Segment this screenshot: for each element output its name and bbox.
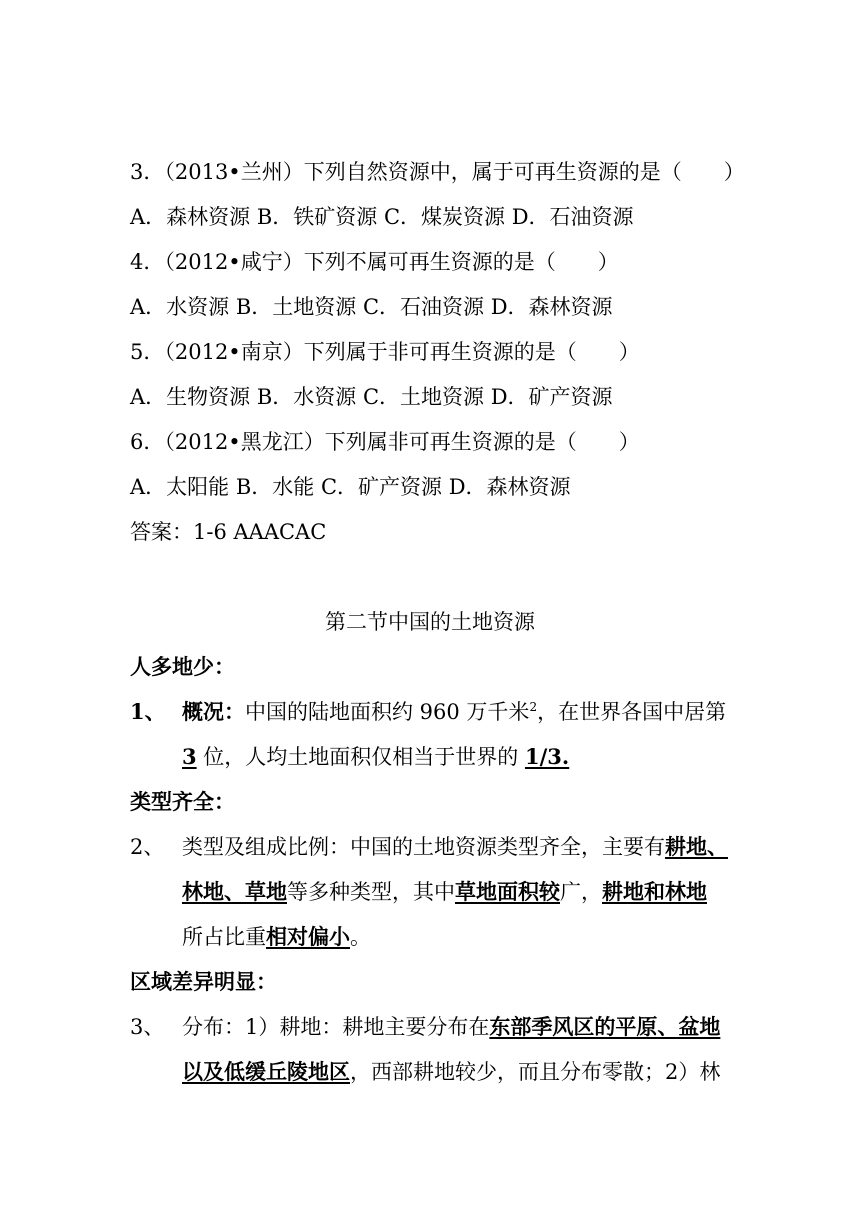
item-1-line-1 (182, 697, 734, 727)
item-2-line-3 (182, 922, 734, 952)
item-2-number: 2、 (130, 835, 165, 859)
item-1-ratio: 1/3. (524, 744, 570, 769)
question-6: 6．（2012•黑龙江）下列属非可再生资源的是（ ） (130, 430, 640, 454)
question-3: 3．（2013•兰州）下列自然资源中，属于可再生资源的是（ ） (130, 160, 745, 184)
question-3-options: A．森林资源 B．铁矿资源 C．煤炭资源 D．石油资源 (130, 205, 634, 229)
item-1-number: 1、 (130, 699, 166, 724)
item-3-line-2 (182, 1057, 734, 1087)
question-4-options: A．水资源 B．土地资源 C．石油资源 D．森林资源 (130, 295, 613, 319)
item-2-text-1: 类型及组成比例：中国的土地资源类型齐全，主要有 (182, 835, 665, 859)
item-3-underline-1: 东部季风区的平原、盆地 (489, 1014, 721, 1039)
question-6-options: A．太阳能 B．水能 C．矿产资源 D．森林资源 (130, 475, 571, 499)
answer-key: 答案：1-6 AAACAC (130, 520, 327, 544)
item-1-label: 概况： (182, 699, 245, 724)
item-2-underline-4: 耕地和林地 (602, 879, 707, 904)
item-2-text-5: 。 (350, 925, 371, 949)
item-1-superscript: 2 (529, 700, 538, 714)
section-title: 第二节中国的土地资源 (325, 610, 535, 634)
item-2-line-1 (182, 832, 734, 862)
item-1-text-2: ，在世界各国中居第 (537, 700, 727, 724)
item-2-line-2 (182, 877, 734, 907)
item-1-text-3: 位，人均土地面积仅相当于世界的 (196, 745, 525, 769)
question-5: 5．（2012•南京）下列属于非可再生资源的是（ ） (130, 340, 640, 364)
item-2-text-4: 所占比重 (182, 925, 266, 949)
question-4: 4．（2012•咸宁）下列不属可再生资源的是（ ） (130, 250, 619, 274)
heading-regional-differences: 区域差异明显： (130, 969, 277, 994)
item-2-underline-2: 林地、草地 (182, 879, 287, 904)
item-2-text-3: 广， (560, 880, 602, 904)
item-1-text-1: 中国的陆地面积约 960 万千米 (245, 700, 530, 724)
item-3-line-1 (182, 1012, 734, 1042)
heading-population-land: 人多地少： (130, 654, 235, 679)
item-2-text-2: 等多种类型，其中 (287, 880, 455, 904)
item-2-underline-1: 耕地、 (665, 834, 728, 859)
item-3-text-1: 分布：1）耕地：耕地主要分布在 (182, 1015, 490, 1039)
item-2-underline-5: 相对偏小 (266, 924, 350, 949)
item-1-line-2 (182, 742, 734, 772)
question-5-options: A．生物资源 B．水资源 C．土地资源 D．矿产资源 (130, 385, 613, 409)
item-3-underline-2: 以及低缓丘陵地区 (182, 1059, 350, 1084)
item-3-text-2: ，西部耕地较少，而且分布零散；2）林 (350, 1060, 721, 1084)
heading-types: 类型齐全： (130, 789, 235, 814)
item-3-number: 3、 (130, 1015, 165, 1039)
item-1-rank: 3 (182, 744, 197, 769)
item-2-underline-3: 草地面积较 (455, 879, 560, 904)
